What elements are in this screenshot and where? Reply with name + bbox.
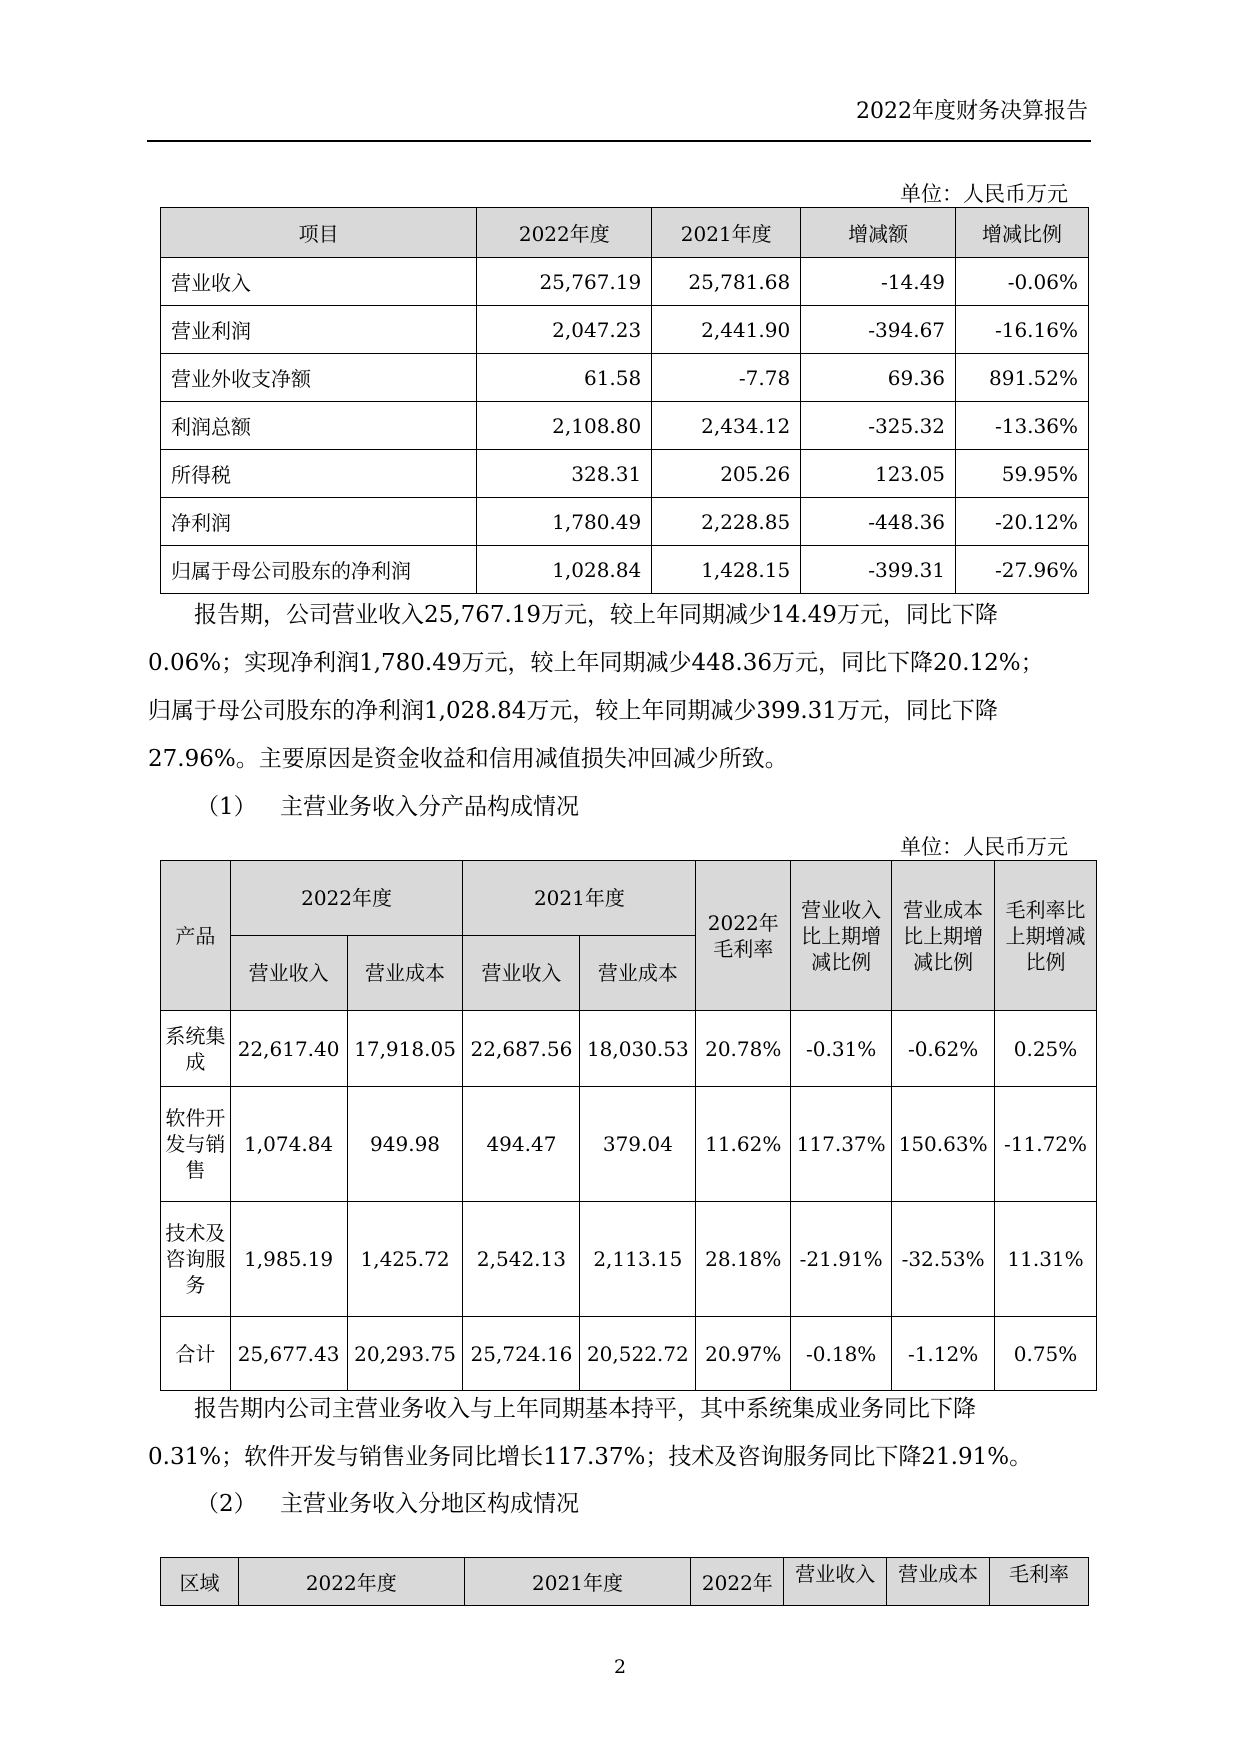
product-analysis-paragraph — [148, 1385, 1094, 1481]
table-row — [161, 546, 1089, 594]
cell-value: 20,522.72 — [580, 1317, 696, 1391]
product-revenue-table — [160, 860, 1097, 1391]
cell-value: 69.36 — [801, 354, 956, 402]
column-header: 2022年度 — [477, 208, 652, 258]
cell-value: 61.58 — [477, 354, 652, 402]
region-revenue-table — [160, 1557, 1089, 1606]
cell-value: -399.31 — [801, 546, 956, 594]
cell-value: -32.53% — [892, 1202, 995, 1317]
cell-value: 20.78% — [696, 1011, 791, 1087]
page-number: 2 — [613, 1656, 627, 1678]
subheader-revenue: 营业收入 — [230, 936, 347, 1011]
cell-value: 328.31 — [477, 450, 652, 498]
table1-unit: 单位：人民币万元 — [900, 182, 1068, 206]
column-header-margin: 2022年毛利率 — [696, 861, 791, 1011]
cell-value: 1,074.84 — [230, 1087, 347, 1202]
column-header: 项目 — [161, 208, 477, 258]
cell-value: 22,687.56 — [463, 1011, 580, 1087]
cell-value: 2,113.15 — [580, 1202, 696, 1317]
cell-value: 0.25% — [995, 1011, 1097, 1087]
cell-value: 0.75% — [995, 1317, 1097, 1391]
paragraph-line: 归属于母公司股东的净利润1,028.84万元，较上年同期减少399.31万元，同比下降 — [148, 698, 998, 724]
column-header-revenue-change: 营业收入比上期增减比例 — [791, 861, 892, 1011]
column-header-2022: 2022年度 — [230, 861, 463, 936]
column-header: 2021年度 — [652, 208, 801, 258]
profit-summary-table — [160, 207, 1089, 594]
header-divider — [147, 140, 1091, 142]
cell-value: 18,030.53 — [580, 1011, 696, 1087]
row-label: 软件开发与销售 — [161, 1087, 231, 1202]
column-header: 营业成本 — [887, 1558, 990, 1606]
section-number: （2） — [196, 1491, 257, 1517]
report-header-title: 2022年度财务决算报告 — [856, 99, 1088, 124]
column-header-cost-change: 营业成本比上期增减比例 — [892, 861, 995, 1011]
row-label: 营业收入 — [161, 258, 477, 306]
cell-value: -21.91% — [791, 1202, 892, 1317]
section-title: 主营业务收入分产品构成情况 — [280, 794, 579, 820]
section-heading-products — [196, 788, 579, 821]
row-label: 营业利润 — [161, 306, 477, 354]
table-row — [161, 402, 1089, 450]
cell-value: 1,425.72 — [347, 1202, 463, 1317]
paragraph-line: 27.96%。主要原因是资金收益和信用减值损失冲回减少所致。 — [148, 746, 788, 772]
table-header-row — [161, 861, 1097, 936]
column-header-2021: 2021年度 — [463, 861, 696, 936]
cell-value: -16.16% — [956, 306, 1089, 354]
cell-value: 123.05 — [801, 450, 956, 498]
column-header: 毛利率 — [990, 1558, 1089, 1606]
cell-value: 891.52% — [956, 354, 1089, 402]
cell-value: -0.62% — [892, 1011, 995, 1087]
paragraph-line: 0.06%；实现净利润1,780.49万元，较上年同期减少448.36万元，同比下降20.12%； — [148, 650, 1044, 676]
cell-value: 150.63% — [892, 1087, 995, 1202]
cell-value: -0.31% — [791, 1011, 892, 1087]
column-header: 增减比例 — [956, 208, 1089, 258]
column-header: 2022年度 — [238, 1558, 464, 1606]
cell-value: 17,918.05 — [347, 1011, 463, 1087]
cell-value: 379.04 — [580, 1087, 696, 1202]
cell-value: 25,767.19 — [477, 258, 652, 306]
cell-value: 117.37% — [791, 1087, 892, 1202]
cell-value: 20,293.75 — [347, 1317, 463, 1391]
cell-value: -11.72% — [995, 1087, 1097, 1202]
row-label: 营业外收支净额 — [161, 354, 477, 402]
cell-value: 1,780.49 — [477, 498, 652, 546]
cell-value: -1.12% — [892, 1317, 995, 1391]
subheader-revenue: 营业收入 — [463, 936, 580, 1011]
cell-value: 11.31% — [995, 1202, 1097, 1317]
cell-value: 1,428.15 — [652, 546, 801, 594]
cell-value: -394.67 — [801, 306, 956, 354]
subheader-cost: 营业成本 — [347, 936, 463, 1011]
cell-value: 2,228.85 — [652, 498, 801, 546]
table-row — [161, 1202, 1097, 1317]
cell-value: -0.06% — [956, 258, 1089, 306]
cell-value: 59.95% — [956, 450, 1089, 498]
column-header: 2021年度 — [464, 1558, 691, 1606]
column-header: 2022年 — [691, 1558, 784, 1606]
cell-value: 28.18% — [696, 1202, 791, 1317]
table-row — [161, 354, 1089, 402]
column-header: 营业收入 — [784, 1558, 887, 1606]
cell-value: -14.49 — [801, 258, 956, 306]
column-header-margin-change: 毛利率比上期增减比例 — [995, 861, 1097, 1011]
cell-value: 22,617.40 — [230, 1011, 347, 1087]
table-header-row — [161, 1558, 1089, 1606]
table2-unit: 单位：人民币万元 — [900, 835, 1068, 859]
table-row — [161, 306, 1089, 354]
cell-value: 2,441.90 — [652, 306, 801, 354]
cell-value: 25,781.68 — [652, 258, 801, 306]
cell-value: -448.36 — [801, 498, 956, 546]
cell-value: 2,542.13 — [463, 1202, 580, 1317]
cell-value: 2,108.80 — [477, 402, 652, 450]
cell-value: -0.18% — [791, 1317, 892, 1391]
cell-value: 1,985.19 — [230, 1202, 347, 1317]
cell-value: -7.78 — [652, 354, 801, 402]
table-row — [161, 498, 1089, 546]
row-label: 所得税 — [161, 450, 477, 498]
cell-value: 25,677.43 — [230, 1317, 347, 1391]
row-label: 利润总额 — [161, 402, 477, 450]
section-title: 主营业务收入分地区构成情况 — [280, 1491, 579, 1517]
section-heading-regions — [196, 1485, 579, 1518]
table-row — [161, 450, 1089, 498]
cell-value: 949.98 — [347, 1087, 463, 1202]
cell-value: -27.96% — [956, 546, 1089, 594]
cell-value: 25,724.16 — [463, 1317, 580, 1391]
cell-value: 205.26 — [652, 450, 801, 498]
column-header: 增减额 — [801, 208, 956, 258]
row-label: 归属于母公司股东的净利润 — [161, 546, 477, 594]
subheader-cost: 营业成本 — [580, 936, 696, 1011]
row-label: 合计 — [161, 1317, 231, 1391]
profit-analysis-paragraph — [148, 591, 1094, 783]
cell-value: -13.36% — [956, 402, 1089, 450]
paragraph-line: 0.31%；软件开发与销售业务同比增长117.37%；技术及咨询服务同比下降21.91%。 — [148, 1444, 1033, 1470]
cell-value: 11.62% — [696, 1087, 791, 1202]
cell-value: -20.12% — [956, 498, 1089, 546]
table-row — [161, 258, 1089, 306]
column-header: 区域 — [161, 1558, 239, 1606]
paragraph-line: 报告期，公司营业收入25,767.19万元，较上年同期减少14.49万元，同比下降 — [194, 602, 998, 628]
cell-value: 2,047.23 — [477, 306, 652, 354]
section-number: （1） — [196, 794, 257, 820]
table-row — [161, 1011, 1097, 1087]
cell-value: 20.97% — [696, 1317, 791, 1391]
row-label: 技术及咨询服务 — [161, 1202, 231, 1317]
cell-value: 494.47 — [463, 1087, 580, 1202]
table-row-total — [161, 1317, 1097, 1391]
paragraph-line: 报告期内公司主营业务收入与上年同期基本持平，其中系统集成业务同比下降 — [194, 1396, 976, 1422]
row-label: 系统集成 — [161, 1011, 231, 1087]
table-header-row — [161, 208, 1089, 258]
row-label: 净利润 — [161, 498, 477, 546]
column-header-product: 产品 — [161, 861, 231, 1011]
cell-value: 1,028.84 — [477, 546, 652, 594]
cell-value: -325.32 — [801, 402, 956, 450]
cell-value: 2,434.12 — [652, 402, 801, 450]
table-row — [161, 1087, 1097, 1202]
